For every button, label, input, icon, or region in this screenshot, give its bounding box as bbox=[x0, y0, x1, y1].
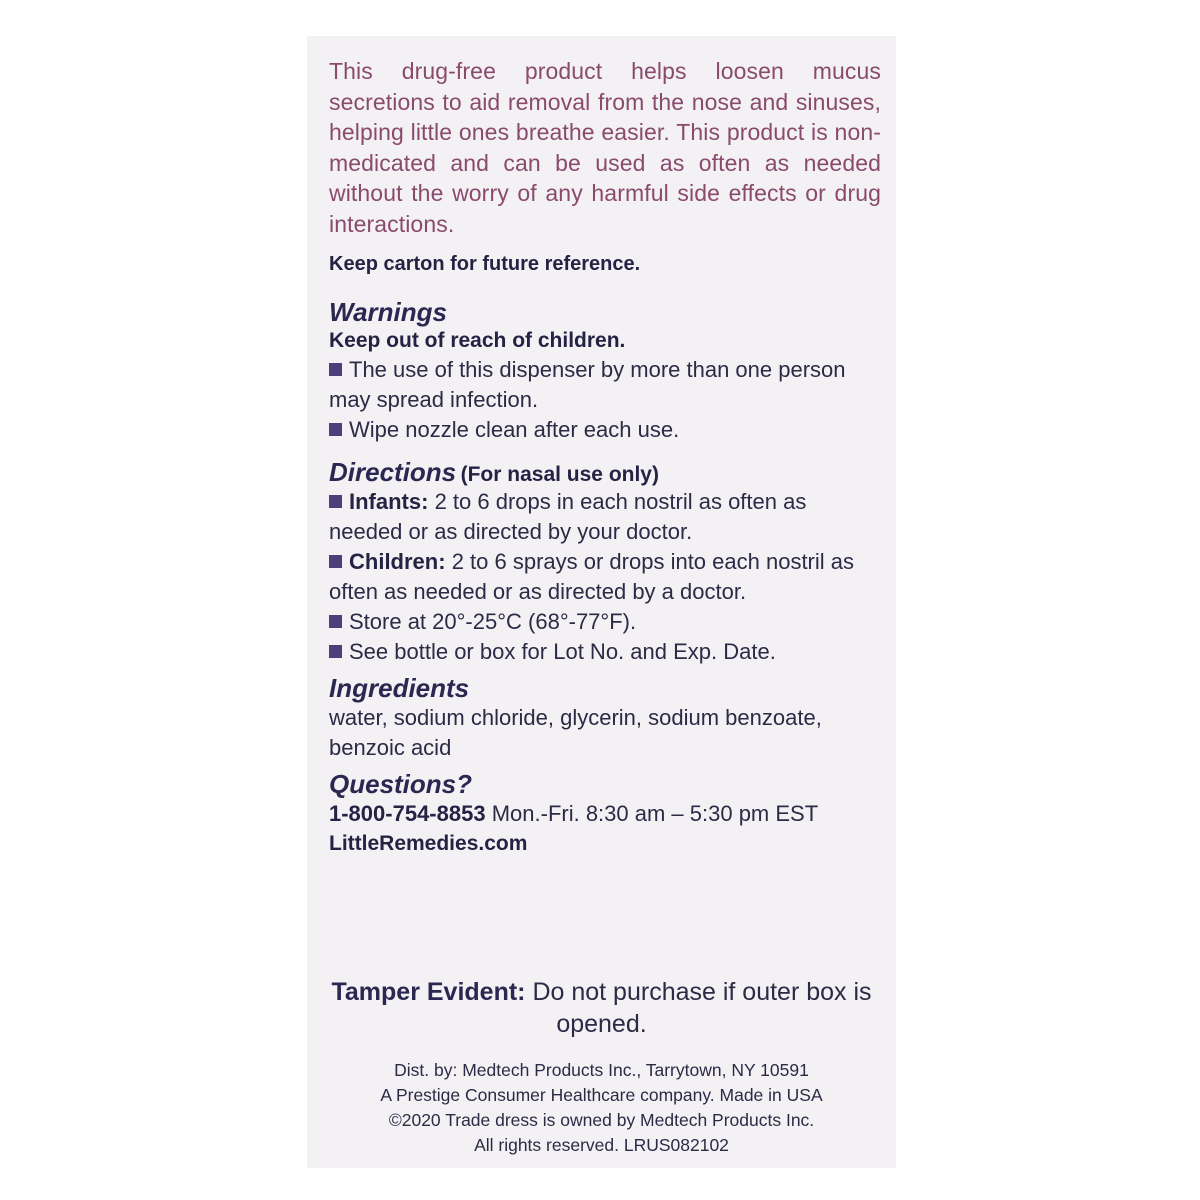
direction-item bbox=[329, 637, 881, 667]
tamper-text: Do not purchase if outer box is opened. bbox=[532, 978, 872, 1038]
direction-item bbox=[329, 607, 881, 637]
bullet-square-icon bbox=[329, 645, 342, 658]
warnings-heading: Warnings bbox=[329, 297, 447, 327]
distribution-info bbox=[307, 1058, 896, 1158]
warning-item-text: The use of this dispenser by more than one person may spread infection. bbox=[329, 357, 846, 412]
direction-item bbox=[329, 487, 881, 547]
ingredients-heading: Ingredients bbox=[329, 673, 470, 703]
distribution-line: All rights reserved. LRUS082102 bbox=[474, 1135, 729, 1155]
direction-item-text: Store at 20°-25°C (68°-77°F). bbox=[349, 609, 637, 634]
bullet-square-icon bbox=[329, 615, 342, 628]
warning-item-text: Wipe nozzle clean after each use. bbox=[349, 417, 680, 442]
distribution-line: ©2020 Trade dress is owned by Medtech Products Inc. bbox=[388, 1110, 815, 1130]
bullet-square-icon bbox=[329, 555, 342, 568]
warnings-subhead: Keep out of reach of children. bbox=[329, 329, 626, 352]
distribution-line: Dist. by: Medtech Products Inc., Tarrytown, NY 10591 bbox=[394, 1060, 809, 1080]
questions-heading: Questions? bbox=[329, 769, 473, 799]
direction-item-text: See bottle or box for Lot No. and Exp. Date. bbox=[349, 639, 776, 664]
intro-paragraph: This drug-free product helps loosen mucus secretions to aid removal from the nose and sinuses, helping little ones breathe easier. This product is non-medicated and can be used as often as needed without the worry of any harmful side effects or drug interactions. bbox=[329, 58, 881, 237]
direction-item bbox=[329, 547, 881, 607]
keep-carton-note: Keep carton for future reference. bbox=[329, 253, 641, 275]
contact-line bbox=[329, 799, 881, 829]
bullet-square-icon bbox=[329, 363, 342, 376]
phone-number: 1-800-754-8853 bbox=[329, 801, 486, 826]
website-url: LittleRemedies.com bbox=[329, 832, 528, 855]
bullet-square-icon bbox=[329, 423, 342, 436]
directions-header bbox=[329, 457, 881, 487]
directions-heading: Directions bbox=[329, 457, 457, 487]
bullet-square-icon bbox=[329, 495, 342, 508]
warning-item bbox=[329, 355, 881, 415]
warning-item bbox=[329, 415, 881, 445]
direction-item-text: 2 to 6 sprays or drops into each nostril as often as needed or as directed by a doctor. bbox=[329, 549, 855, 604]
tamper-evident-notice bbox=[307, 976, 896, 1040]
product-label-panel bbox=[307, 36, 896, 1168]
directions-note: (For nasal use only) bbox=[460, 463, 659, 486]
direction-item-label: Infants: bbox=[349, 489, 429, 514]
ingredients-text: water, sodium chloride, glycerin, sodium benzoate, benzoic acid bbox=[329, 705, 822, 760]
direction-item-label: Children: bbox=[349, 549, 446, 574]
direction-item-text: 2 to 6 drops in each nostril as often as needed or as directed by your doctor. bbox=[329, 489, 807, 544]
distribution-line: A Prestige Consumer Healthcare company. Made in USA bbox=[380, 1085, 823, 1105]
label-content bbox=[329, 56, 881, 859]
tamper-label: Tamper Evident: bbox=[331, 978, 526, 1006]
support-hours: Mon.-Fri. 8:30 am – 5:30 pm EST bbox=[491, 801, 819, 826]
